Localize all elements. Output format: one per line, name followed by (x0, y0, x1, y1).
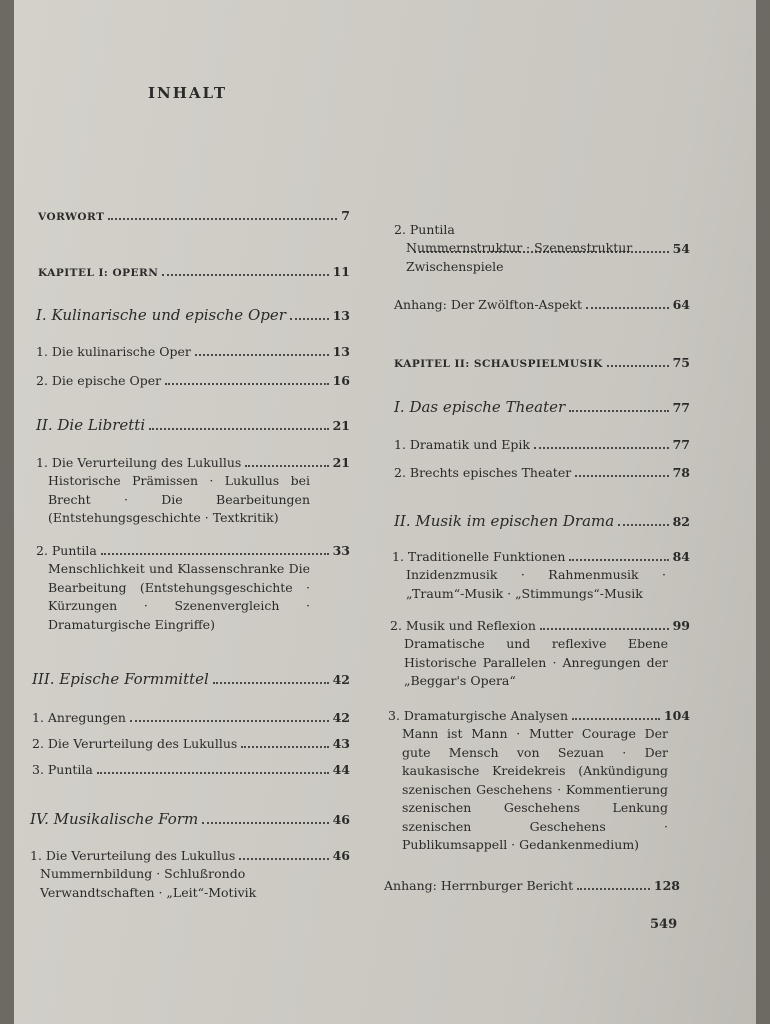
leader-dots (245, 455, 328, 467)
leader-dots (101, 543, 329, 555)
toc-entry-vorwort (38, 208, 350, 223)
leader-dots (540, 618, 669, 630)
leader-dots (569, 549, 668, 561)
leader-dots (572, 708, 660, 720)
toc-label: VORWORT (38, 211, 105, 223)
toc-page: 44 (332, 762, 350, 777)
toc-entry-kapitel-2 (394, 355, 690, 370)
leader-dots (202, 812, 328, 824)
leader-dots (569, 400, 668, 412)
toc-entry-r-anhang-zwoelfton (394, 295, 690, 314)
toc-entry-r-2-3 (388, 706, 690, 855)
toc-page: 75 (672, 355, 690, 370)
toc-label: Anhang: Der Zwölfton-Aspekt (394, 297, 582, 312)
leader-dots (165, 373, 328, 385)
leader-dots (130, 710, 329, 722)
toc-page: 42 (332, 710, 350, 725)
toc-description: Dramatische und reflexive Ebene Historische Parallelen · Anregungen der „Beggar's Opera“ (404, 636, 668, 688)
leader-dots (577, 878, 650, 890)
leader-dots (586, 297, 669, 309)
toc-label: 3. Puntila (32, 762, 93, 777)
leader-dots (195, 344, 329, 356)
leader-dots (162, 264, 328, 276)
leader-dots (618, 514, 668, 526)
toc-description: Menschlichkeit und Klassenschranke Die Bearbeitung (Entstehungsgeschichte · Kürzungen · Szenenvergleich · Dramaturgische Eingriffe) (48, 561, 310, 632)
toc-entry-r-1-1 (394, 435, 690, 454)
toc-page: 7 (341, 208, 350, 223)
toc-label: 2. Musik und Reflexion (390, 618, 536, 633)
toc-entry-r-2-2 (390, 616, 690, 691)
leader-dots (290, 308, 329, 320)
toc-entry-1-2 (36, 371, 350, 390)
toc-page: 42 (332, 672, 350, 687)
leader-dots (534, 437, 669, 449)
toc-page: 13 (332, 344, 350, 359)
leader-dots (239, 848, 328, 860)
toc-entry-2-2 (36, 541, 350, 634)
toc-page: 99 (672, 618, 690, 633)
toc-entry-r-anhang-herrnburger (384, 876, 680, 895)
leader-dots (108, 208, 337, 220)
toc-label: KAPITEL I: OPERN (38, 267, 159, 279)
toc-page: 21 (332, 418, 350, 433)
toc-section-r-1 (394, 398, 690, 416)
toc-entry-kapitel-1 (38, 264, 350, 279)
toc-description: Mann ist Mann · Mutter Courage Der gute Mensch von Sezuan · Der kaukasische Kreidekreis (Ankündigung szenischen Geschehens · Kommentierung szenischen Geschehens Lenkung szenischen Geschehens · Publikumsappell · Gedankenmedium) (402, 726, 668, 852)
toc-section-2 (36, 416, 350, 434)
toc-label: 1. Die kulinarische Oper (36, 344, 191, 359)
toc-section-4 (30, 810, 350, 828)
toc-page: 46 (332, 812, 350, 827)
toc-page: 77 (672, 437, 690, 452)
toc-page: 78 (672, 465, 690, 480)
toc-section-3 (32, 670, 350, 688)
toc-page: 128 (653, 878, 680, 893)
toc-description: Nummernbildung · Schlußrondo Verwandtschaften · „Leit“-Motivik (40, 866, 257, 900)
toc-label: 2. Brechts episches Theater (394, 465, 572, 480)
leader-dots (213, 672, 329, 684)
toc-description: Historische Prämissen · Lukullus bei Brecht · Die Bearbeitungen (Entstehungsgeschichte · Textkritik) (48, 473, 310, 525)
toc-entry-r-1-2 (394, 463, 690, 482)
toc-label: IV. Musikalische Form (30, 810, 199, 828)
toc-label: 2. Die Verurteilung des Lukullus (32, 736, 238, 751)
toc-page: 64 (672, 297, 690, 312)
toc-entry-4-1 (30, 846, 350, 902)
toc-entry-2-1 (36, 453, 350, 528)
toc-label: KAPITEL II: SCHAUSPIELMUSIK (394, 358, 603, 370)
toc-entry-3-2 (32, 734, 350, 753)
toc-label: Anhang: Herrnburger Bericht (384, 878, 574, 893)
page-title: INHALT (148, 84, 228, 102)
toc-page: 13 (332, 308, 350, 323)
toc-entry-1-1 (36, 342, 350, 361)
toc-label: I. Das epische Theater (394, 398, 566, 416)
toc-page: 11 (332, 264, 350, 279)
toc-label: III. Epische Formmittel (32, 670, 209, 688)
toc-page: 33 (332, 543, 350, 558)
toc-label: 1. Die Verurteilung des Lukullus (36, 455, 242, 470)
toc-description: Inzidenzmusik · Rahmenmusik · „Traum“-Musik · „Stimmungs“-Musik (406, 567, 666, 601)
toc-label: II. Die Libretti (36, 416, 146, 434)
toc-section-r-2 (394, 512, 690, 530)
toc-page: 82 (672, 514, 690, 529)
toc-label: 2. Puntila (36, 543, 97, 558)
page-number: 549 (650, 917, 678, 932)
toc-page: 16 (332, 373, 350, 388)
leader-dots (607, 355, 669, 367)
toc-entry-3-3 (32, 760, 350, 779)
leader-dots (97, 762, 329, 774)
leader-dots (241, 736, 328, 748)
toc-description: Nummernstruktur · Szenenstruktur Zwischenspiele (406, 240, 633, 274)
toc-label: II. Musik im epischen Drama (394, 512, 615, 530)
toc-label: 1. Dramatik und Epik (394, 437, 530, 452)
toc-section-1 (36, 306, 350, 324)
toc-page: 77 (672, 400, 690, 415)
book-page (14, 0, 756, 1024)
toc-label: 2. Die epische Oper (36, 373, 162, 388)
toc-page: 84 (672, 549, 690, 564)
toc-entry-3-1 (32, 708, 350, 727)
toc-page: 46 (332, 848, 350, 863)
leader-dots (149, 418, 328, 430)
toc-page: 43 (332, 736, 350, 751)
leader-dots (575, 465, 668, 477)
toc-label: 1. Anregungen (32, 710, 126, 725)
toc-entry-r-2-1 (392, 547, 690, 603)
toc-label: 1. Die Verurteilung des Lukullus (30, 848, 236, 863)
toc-page: 21 (332, 455, 350, 470)
toc-entry-r-puntila (394, 220, 690, 276)
toc-page: 104 (663, 708, 690, 723)
toc-label: 1. Traditionelle Funktionen (392, 549, 566, 564)
toc-page: 54 (672, 241, 690, 256)
toc-label: 2. Puntila (394, 222, 455, 237)
toc-label: I. Kulinarische und epische Oper (36, 306, 286, 324)
toc-label: 3. Dramaturgische Analysen (388, 708, 568, 723)
